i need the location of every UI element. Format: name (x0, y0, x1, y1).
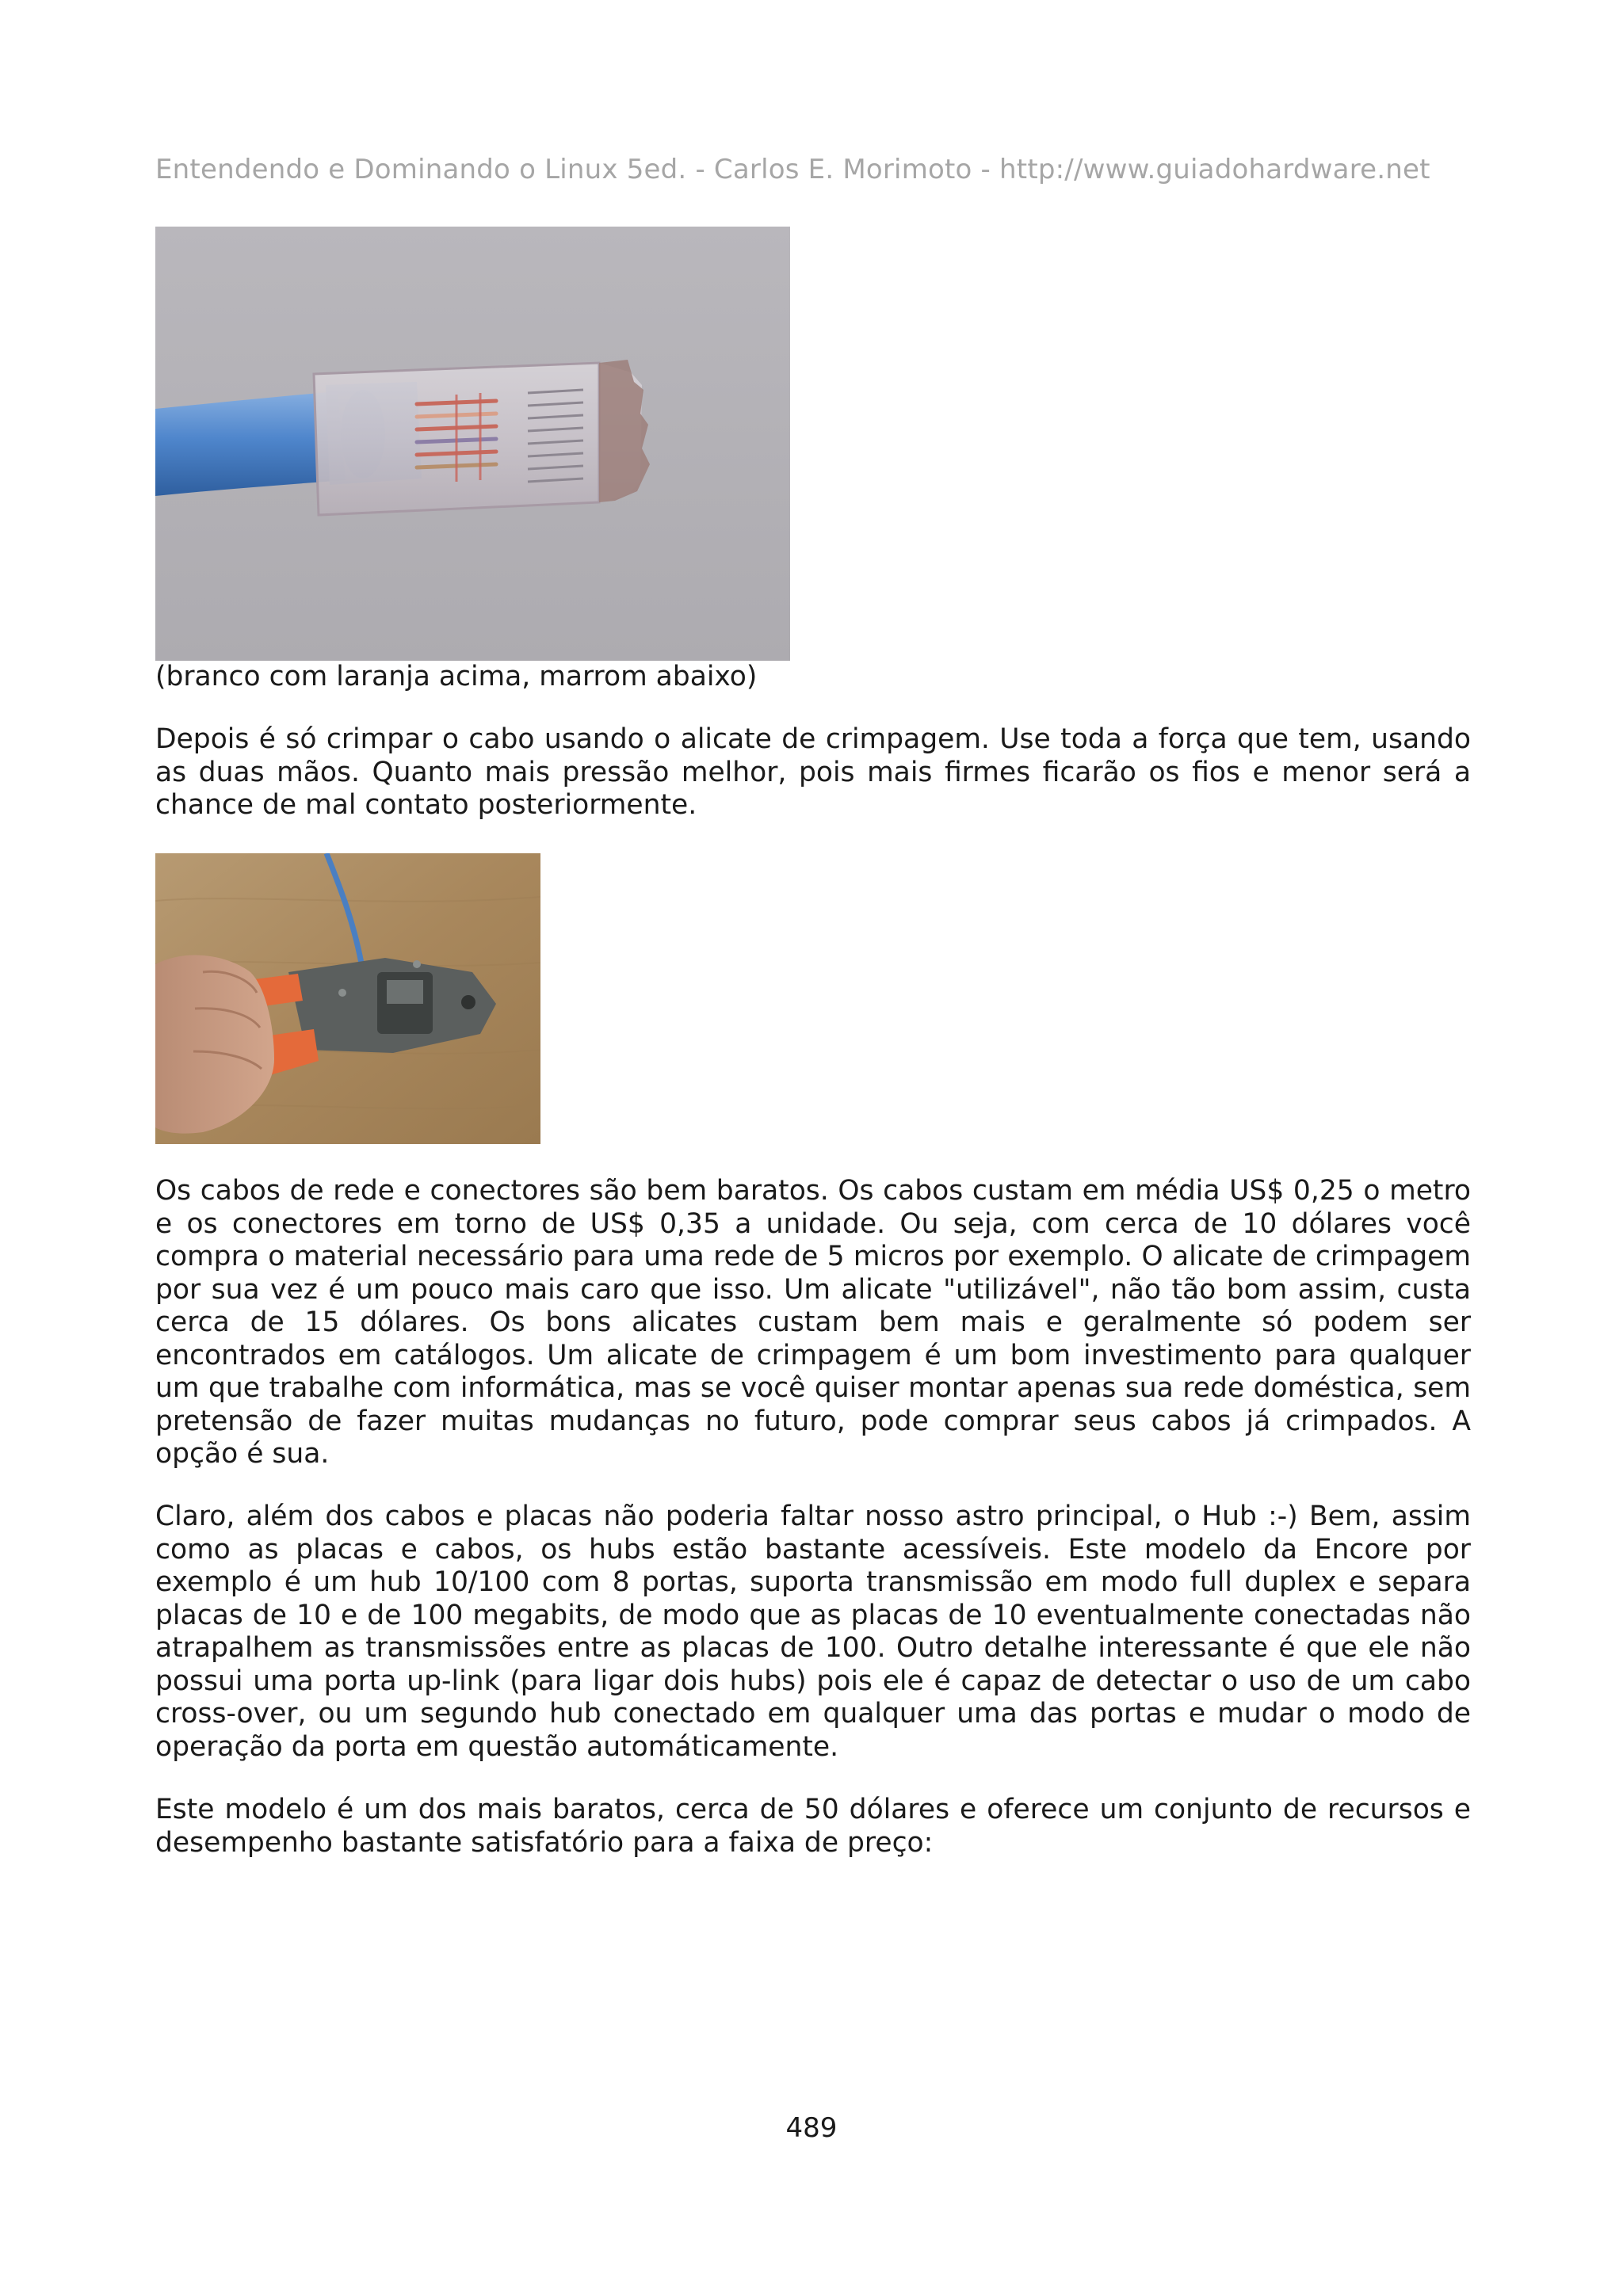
paragraph-prices: Os cabos de rede e conectores são bem baratos. Os cabos custam em média US$ 0,25 o metro e os conectores em torno de US$ 0,35 a unidade. Ou seja, com cerca de 10 dólares você compra o material necessário para uma rede de 5 micros por exemplo. O alicate de crimpagem por sua vez é um pouco mais caro que isso. Um alicate "utilizável", não tão bom assim, custa cerca de 15 dólares. Os bons alicates custam bem mais e geralmente só podem ser encontrados em catálogos. Um alicate de crimpagem é um bom investimento para qualquer um que trabalhe com informática, mas se você quiser montar apenas sua rede doméstica, sem pretensão de fazer muitas mudanças no futuro, pode comprar seus cabos já crimpados. A opção é sua. (155, 1175, 1471, 1470)
running-header: Entendendo e Dominando o Linux 5ed. - Carlos E. Morimoto - http://www.guiadohardware.net (155, 154, 1430, 185)
crimping-tool-photo (155, 853, 540, 1144)
plug-photo-caption: (branco com laranja acima, marrom abaixo) (155, 661, 758, 692)
paragraph-crimping: Depois é só crimpar o cabo usando o alicate de crimpagem. Use toda a força que tem, usando as duas mãos. Quanto mais pressão melhor, pois mais firmes ficarão os fios e menor será a chance de mal contato posteriormente. (155, 723, 1471, 821)
paragraph-hub: Claro, além dos cabos e placas não poderia faltar nosso astro principal, o Hub :-) Bem, assim como as placas e cabos, os hubs estão bastante acessíveis. Este modelo da Encore por exemplo é um hub 10/100 com 8 portas, suporta transmissão em modo full duplex e separa placas de 10 e de 100 megabits, de modo que as placas de 10 eventualmente conectadas não atrapalhem as transmissões entre as placas de 100. Outro detalhe interessante é que ele não possui uma porta up-link (para ligar dois hubs) pois ele é capaz de detectar o uso de um cabo cross-over, ou um segundo hub conectado em qualquer uma das portas e mudar o modo de operação da porta em questão automáticamente. (155, 1501, 1471, 1763)
rj45-plug-photo (155, 227, 790, 661)
paragraph-hub-price: Este modelo é um dos mais baratos, cerca de 50 dólares e oferece um conjunto de recursos e desempenho bastante satisfatório para a faixa de preço: (155, 1794, 1471, 1859)
page-number: 489 (785, 2112, 838, 2144)
